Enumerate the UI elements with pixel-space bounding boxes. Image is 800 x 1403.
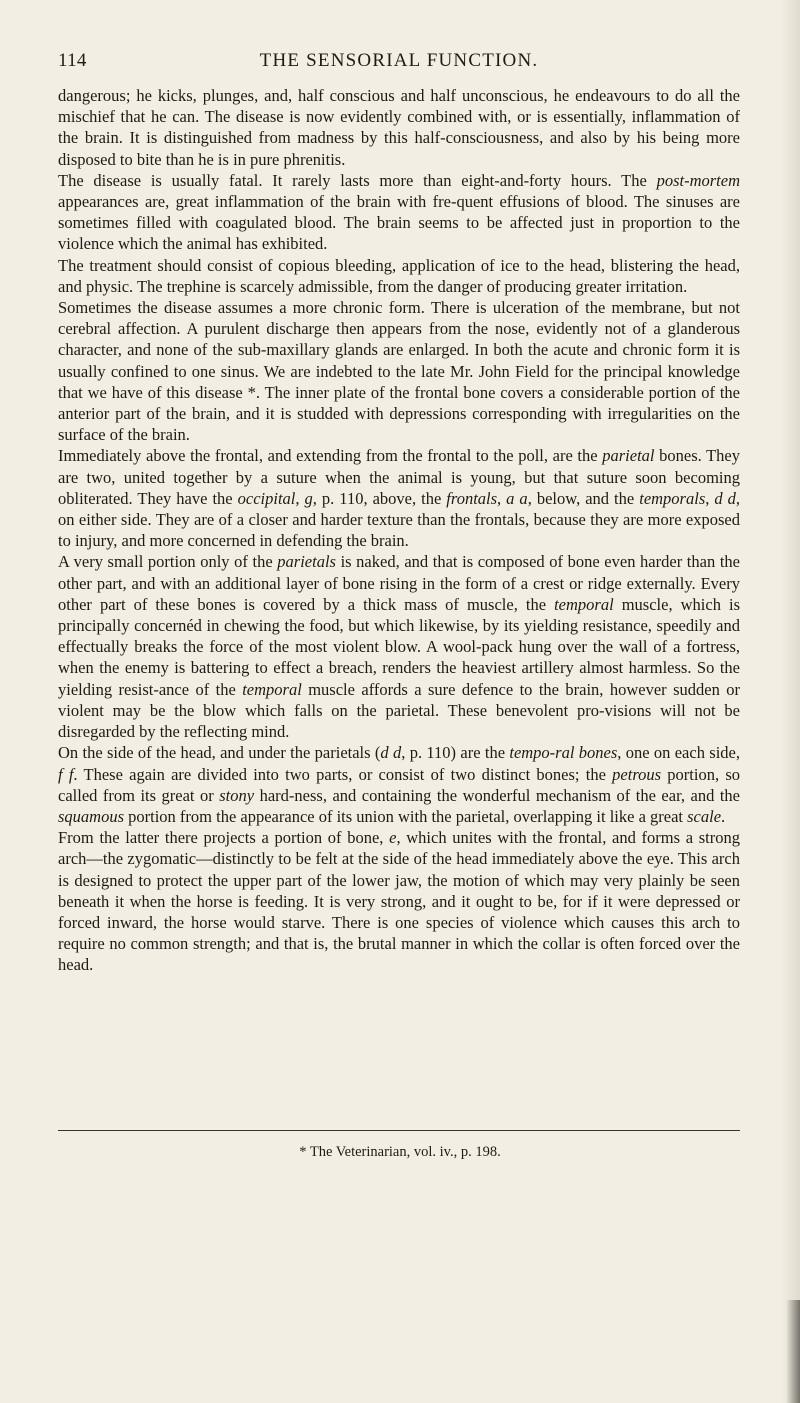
page-edge-shadow xyxy=(780,0,800,1403)
italic-term: temporal xyxy=(554,594,614,614)
italic-term: frontals xyxy=(446,488,498,508)
text-run: muscle affords a sure defence to the brain, however sudden or violent may be the blow which falls on the parietal. These benevolent pro-visions will not be disregarded by the reflecting mind. xyxy=(58,679,740,742)
paragraph xyxy=(58,827,740,975)
running-head: THE SENSORIAL FUNCTION. xyxy=(259,50,539,71)
italic-term: a a xyxy=(506,488,528,508)
text-run: appearances are, great inflammation of the brain with fre-quent effusions of blood. The sinuses are sometimes filled with coagulated blood. The brain seems to be affected just in proportion to the violence which the animal has exhibited. xyxy=(58,192,740,254)
text-run: The disease is usually fatal. It rarely lasts more than eight-and-forty hours. The xyxy=(58,170,657,190)
paragraph xyxy=(58,742,740,827)
text-run: Immediately above the frontal, and extending from the frontal to the poll, are the xyxy=(58,446,603,466)
italic-term: stony xyxy=(219,785,255,805)
paragraph xyxy=(58,170,740,255)
italic-term: post-mortem xyxy=(656,170,740,190)
page-edge-stain xyxy=(786,1300,800,1403)
italic-term: d d xyxy=(380,743,402,763)
italic-term: d d xyxy=(714,488,736,508)
text-run: , one on each side, xyxy=(617,743,740,763)
text-run: hard-ness, and containing the wonderful mechanism of the ear, and the xyxy=(254,785,740,805)
text-run: The treatment should consist of copious bleeding, application of ice to the head, blistering the head, and physic. The trephine is scarcely admissible, from the danger of producing greater irritation. xyxy=(58,255,740,296)
text-run: From the latter there projects a portion of bone, xyxy=(58,828,390,848)
paragraph xyxy=(58,551,740,742)
footnote: * The Veterinarian, vol. iv., p. 198. xyxy=(299,1144,501,1160)
text-run: is naked, and that is composed of bone even harder than the other part, and with an additional layer of bone rising in the form of a crest or ridge externally. Every other part of these bones is covered by a thick mass of muscle, the xyxy=(58,552,740,614)
body-text xyxy=(58,85,740,976)
paragraph xyxy=(58,445,740,551)
text-run: muscle, which is principally concernéd in chewing the food, but which likewise, by its yielding resistance, speedily and effectually breaks the force of the most violent blow. A wool-pack hung over the wall of a fortress, when the enemy is battering to effect a breach, renders the heaviest artillery almost harmless. So the yielding resist-ance of the xyxy=(58,594,740,699)
text-run: dangerous; he kicks, plunges, and, half conscious and half unconscious, he endeavours to do all the mischief that he can. The disease is now evidently combined with, or is essentially, inflammation of the brain. It is distinguished from madness by this half-consciousness, and also by his being more disposed to bite than he is in pure phrenitis. xyxy=(58,86,740,169)
italic-term: occipital xyxy=(237,488,296,508)
text-run: , p. 110, above, the xyxy=(312,488,447,508)
italic-term: scale xyxy=(687,806,722,826)
text-run: , p. 110) are the xyxy=(401,743,510,763)
italic-term: temporals xyxy=(639,488,706,508)
text-run: On the side of the head, and under the parietals ( xyxy=(58,743,381,763)
italic-term: e xyxy=(389,828,397,848)
text-run: , xyxy=(295,488,305,508)
page-header xyxy=(58,50,740,76)
text-run: . xyxy=(721,806,726,826)
text-run: Sometimes the disease assumes a more chronic form. There is ulceration of the membrane, but not cerebral affection. A purulent discharge then appears from the nose, evidently not of a glanderous character, and none of the sub-maxillary glands are enlarged. In both the acute and chronic form it is usually confined to one sinus. We are indebted to the late Mr. John Field for the principal knowledge that we have of this disease *. The inner plate of the frontal bone covers a considerable portion of the anterior part of the brain, and it is studded with depressions corresponding with irregularities on the surface of the brain. xyxy=(58,298,740,445)
text-run: , on either side. They are of a closer and harder texture than the frontals, because they are more exposed to injury, and more concerned in defending the brain. xyxy=(58,488,741,551)
page-number: 114 xyxy=(58,50,87,71)
italic-term: temporal xyxy=(242,679,302,699)
italic-term: squamous xyxy=(58,806,125,826)
text-run: portion from the appearance of its union with the parietal, overlapping it like a great xyxy=(124,806,688,826)
text-run: , xyxy=(705,488,715,508)
italic-term: parietal xyxy=(602,446,655,466)
italic-term: tempo-ral bones xyxy=(509,743,618,763)
italic-term: parietals xyxy=(277,552,336,572)
text-run: bones. They are two, united together by a suture when the animal is young, but that suture soon becoming obliterated. They have the xyxy=(58,446,740,508)
text-run: . These again are divided into two parts, or consist of two distinct bones; the xyxy=(73,764,613,784)
paragraph xyxy=(58,255,740,297)
text-run: , xyxy=(497,488,507,508)
text-run: portion, so called from its great or xyxy=(58,764,740,805)
paragraph xyxy=(58,297,740,445)
italic-term: f f xyxy=(58,764,74,784)
footnote-rule xyxy=(58,1130,740,1131)
text-run: , which unites with the frontal, and forms a strong arch—the zygomatic—distinctly to be felt at the side of the head immediately above the eye. This arch is designed to protect the upper part of the lower jaw, the motion of which may very plainly be seen beneath it when the horse is feeding. It is very strong, and it ought to be, for if it were depressed or forced inward, the horse would starve. There is one species of violence which causes this arch to require no common strength; and that is, the brutal manner in which the collar is often forced over the head. xyxy=(58,828,740,975)
italic-term: g xyxy=(304,488,313,508)
text-run: A very small portion only of the xyxy=(58,552,278,572)
text-run: , below, and the xyxy=(527,488,640,508)
italic-term: petrous xyxy=(612,764,662,784)
paragraph xyxy=(58,85,740,170)
